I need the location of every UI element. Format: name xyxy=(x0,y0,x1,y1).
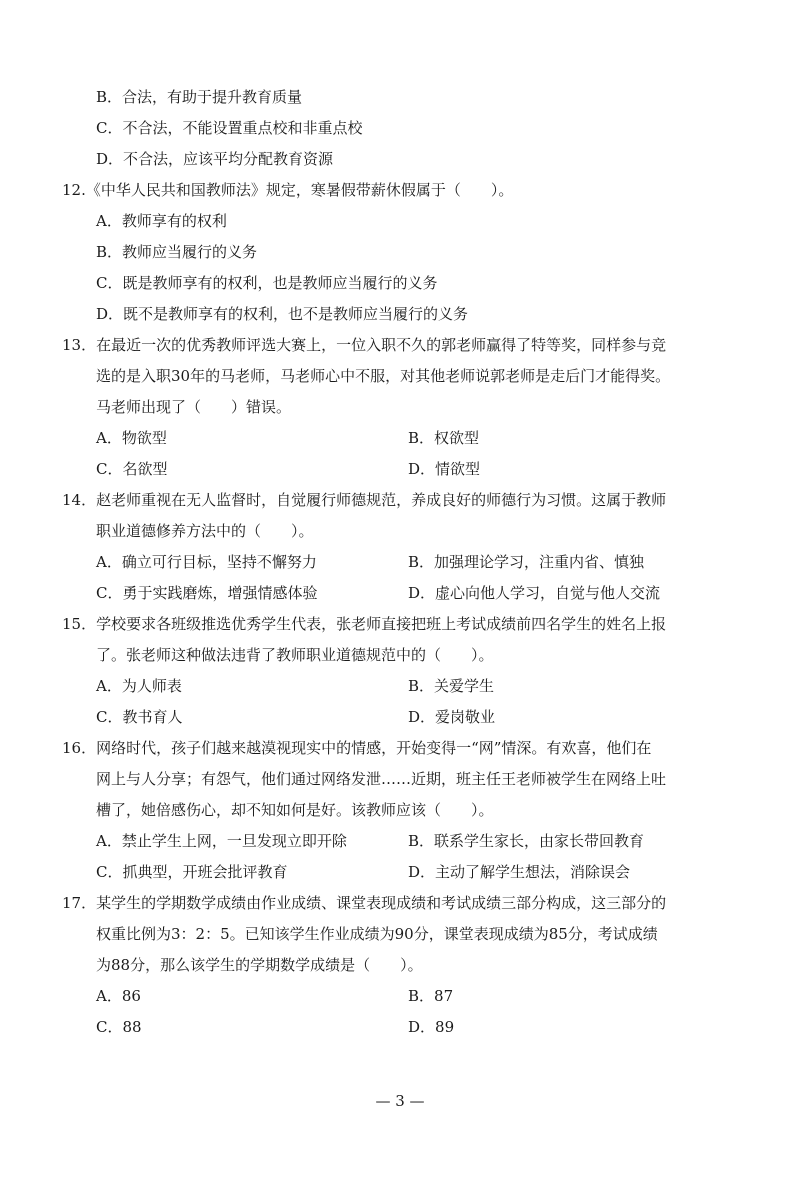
q13-option-b: B．权欲型 xyxy=(408,429,480,447)
prev-option-b: B．合法，有助于提升教育质量 xyxy=(96,88,303,106)
q15-option-d: D．爱岗敬业 xyxy=(408,708,496,726)
q13-option-c: C．名欲型 xyxy=(96,460,168,478)
q17-option-c: C．88 xyxy=(96,1018,142,1036)
q13-stem-line2: 选的是入职30年的马老师，马老师心中不服，对其他老师说郭老师是走后门才能得奖。 xyxy=(96,367,671,385)
q16-option-d: D．主动了解学生想法，消除误会 xyxy=(408,863,631,881)
page-number: — 3 — xyxy=(375,1092,425,1110)
q14-option-b: B．加强理论学习，注重内省、慎独 xyxy=(408,553,645,571)
q15-stem-line2: 了。张老师这种做法违背了教师职业道德规范中的（ ）。 xyxy=(96,646,494,664)
q17-option-a: A．86 xyxy=(96,987,141,1005)
prev-option-c: C．不合法，不能设置重点校和非重点校 xyxy=(96,119,363,137)
q17-option-b: B．87 xyxy=(408,987,454,1005)
q16-option-a: A．禁止学生上网，一旦发现立即开除 xyxy=(96,832,347,850)
q12-stem: 12.《中华人民共和国教师法》规定，寒暑假带薪休假属于（ ）。 xyxy=(62,181,514,199)
q13-option-d: D．情欲型 xyxy=(408,460,481,478)
q13-stem-line3: 马老师出现了（ ）错误。 xyxy=(96,398,292,416)
q12-option-d: D．既不是教师享有的权利，也不是教师应当履行的义务 xyxy=(96,305,469,323)
prev-option-d: D．不合法，应该平均分配教育资源 xyxy=(96,150,334,168)
q17-option-d: D．89 xyxy=(408,1018,455,1036)
q14-option-a: A．确立可行目标，坚持不懈努力 xyxy=(96,553,317,571)
q13-option-a: A．物欲型 xyxy=(96,429,167,447)
q16-stem-line3: 槽了，她倍感伤心，却不知如何是好。该教师应该（ ）。 xyxy=(96,801,494,819)
q16-option-c: C．抓典型，开班会批评教育 xyxy=(96,863,288,881)
q16-stem-line1: 16．网络时代，孩子们越来越漠视现实中的情感，开始变得一“网”情深。有欢喜，他们在 xyxy=(62,739,652,757)
q17-stem-line2: 权重比例为3：2：5。已知该学生作业成绩为90分，课堂表现成绩为85分，考试成绩 xyxy=(96,925,658,943)
q14-stem-line1: 14．赵老师重视在无人监督时，自觉履行师德规范，养成良好的师德行为习惯。这属于教师 xyxy=(62,491,667,509)
q15-option-a: A．为人师表 xyxy=(96,677,182,695)
q17-stem-line3: 为88分，那么该学生的学期数学成绩是（ ）。 xyxy=(96,956,423,974)
q15-option-b: B．关爱学生 xyxy=(408,677,495,695)
q16-stem-line2: 网上与人分享；有怨气，他们通过网络发泄……近期，班主任王老师被学生在网络上吐 xyxy=(96,770,667,788)
q14-stem-line2: 职业道德修养方法中的（ ）。 xyxy=(96,522,314,540)
q17-stem-line1: 17．某学生的学期数学成绩由作业成绩、课堂表现成绩和考试成绩三部分构成，这三部分的 xyxy=(62,894,667,912)
q13-stem-line1: 13．在最近一次的优秀教师评选大赛上，一位入职不久的郭老师赢得了特等奖，同样参与竞 xyxy=(62,336,667,354)
q15-stem-line1: 15．学校要求各班级推选优秀学生代表，张老师直接把班上考试成绩前四名学生的姓名上报 xyxy=(62,615,667,633)
q12-option-b: B．教师应当履行的义务 xyxy=(96,243,258,261)
q12-option-c: C．既是教师享有的权利，也是教师应当履行的义务 xyxy=(96,274,438,292)
q16-option-b: B．联系学生家长，由家长带回教育 xyxy=(408,832,645,850)
q14-option-c: C．勇于实践磨炼，增强情感体验 xyxy=(96,584,318,602)
q15-option-c: C．教书育人 xyxy=(96,708,183,726)
q14-option-d: D．虚心向他人学习，自觉与他人交流 xyxy=(408,584,661,602)
q12-option-a: A．教师享有的权利 xyxy=(96,212,227,230)
